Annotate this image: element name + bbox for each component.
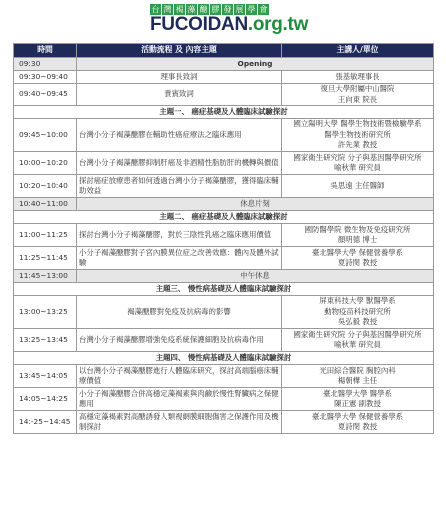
host-cell: 國家衛生研究院 分子與基因醫學研究所 喻秋華 研究員: [282, 329, 434, 352]
theme-row: [14, 352, 434, 365]
activity-cell: 台灣小分子褐藻醣膠抑制肝癌及非酒精性脂肪肝的機轉與價值: [77, 152, 282, 175]
activity-cell: 理事長致詞: [77, 71, 282, 84]
header-time: 時間: [14, 44, 77, 58]
break-row: [14, 198, 434, 211]
time-cell: 09:30: [14, 58, 77, 71]
time-cell: 13:00~13:25: [14, 296, 77, 329]
time-cell: 09:30~09:40: [14, 71, 77, 84]
time-cell: 14:-25~14:45: [14, 411, 77, 434]
time-cell: 09:45~10:00: [14, 119, 77, 152]
session-row: [14, 175, 434, 198]
session-row: [14, 247, 434, 270]
logo-char: 展: [235, 5, 244, 14]
activity-cell: 貴賓致詞: [77, 84, 282, 106]
activity-cell: 台灣小分子褐藻醣膠在輔助性癌症療法之臨床應用: [77, 119, 282, 152]
break-row: [14, 270, 434, 283]
session-row: [14, 224, 434, 247]
time-cell: 11:00~11:25: [14, 224, 77, 247]
fucoidan-logo: [150, 4, 309, 35]
activity-cell: 高穩定藻褐素對高醣誘發人類視網膜細胞傷害之保護作用及機制探討: [77, 411, 282, 434]
session-row: [14, 119, 434, 152]
theme-title: 主題三、 慢性病基礎及人體臨床試驗探討: [14, 283, 434, 296]
activity-cell: 褐藻醣膠對免疫及抗病毒的影響: [77, 296, 282, 329]
break-label: 休息片刻: [77, 198, 434, 211]
logo-char: 台: [151, 5, 160, 14]
session-row: [14, 71, 434, 84]
theme-row: [14, 106, 434, 119]
break-label: 中午休息: [77, 270, 434, 283]
break-label: Opening: [77, 58, 434, 71]
session-row: [14, 388, 434, 411]
activity-cell: 台灣小分子褐藻醣膠增強免疫系統保護細胞及抗病毒作用: [77, 329, 282, 352]
activity-cell: 小分子褐藻醣膠合併高穩定藻褐素與肉鹼於慢性腎臟病之保健應用: [77, 388, 282, 411]
activity-cell: 探討癌症放療患者如何透過台灣小分子褐藻醣膠，獲得臨床輔助效益: [77, 175, 282, 198]
logo-char: 膠: [211, 5, 220, 14]
time-cell: 14:05~14:25: [14, 388, 77, 411]
host-cell: 臺北醫學大學 保健營養學系 夏詩閔 教授: [282, 247, 434, 270]
header-host: 主講人/單位: [282, 44, 434, 58]
time-cell: 11:25~11:45: [14, 247, 77, 270]
session-row: [14, 84, 434, 106]
logo-char: 發: [223, 5, 232, 14]
session-row: [14, 365, 434, 388]
theme-row: [14, 283, 434, 296]
logo-char: 藻: [187, 5, 196, 14]
logo-char: 醣: [199, 5, 208, 14]
host-cell: 屏東科技大學 獸醫學系 動物疫苗科技研究所 吳弘毅 教授: [282, 296, 434, 329]
header-activity: 活動流程 及 內容主題: [77, 44, 282, 58]
host-cell: 臺北醫學大學 保健營養學系 夏詩閔 教授: [282, 411, 434, 434]
time-cell: 10:40~11:00: [14, 198, 77, 211]
logo-char: 褐: [175, 5, 184, 14]
host-cell: 國立陽明大學 醫學生物技術暨檢驗學系 醫學生物技術研究所 許先業 教授: [282, 119, 434, 152]
activity-cell: 小分子褐藻醣膠對子宮內膜異位症之改善效應：體內及體外試驗: [77, 247, 282, 270]
host-cell: 張基敏理事長: [282, 71, 434, 84]
session-row: [14, 296, 434, 329]
break-row: [14, 58, 434, 71]
session-row: [14, 152, 434, 175]
theme-title: 主題一、 癌症基礎及人體臨床試驗探討: [14, 106, 434, 119]
host-cell: 國家衛生研究院 分子與基因醫學研究所 喻秋華 研究員: [282, 152, 434, 175]
logo-char: 會: [259, 5, 268, 14]
host-cell: 臺北醫學大學 醫學系 陳正憲 副教授: [282, 388, 434, 411]
activity-cell: 探討台灣小分子褐藻醣膠，對於三陰性乳癌之臨床應用價值: [77, 224, 282, 247]
activity-cell: 以台灣小分子褐藻醣膠進行人體臨床研究，探討高端腦癌床輔療價值: [77, 365, 282, 388]
time-cell: 10:20~10:40: [14, 175, 77, 198]
session-row: [14, 329, 434, 352]
logo-char: 灣: [163, 5, 172, 14]
logo-english-title: FUCOIDAN.org.tw: [150, 14, 309, 35]
schedule-table: [13, 43, 434, 434]
host-cell: 吳思遠 主任醫師: [282, 175, 434, 198]
time-cell: 13:45~14:05: [14, 365, 77, 388]
time-cell: 11:45~13:00: [14, 270, 77, 283]
logo-char: 學: [247, 5, 256, 14]
time-cell: 10:00~10:20: [14, 152, 77, 175]
session-row: [14, 411, 434, 434]
time-cell: 09:40~09:45: [14, 84, 77, 106]
host-cell: 復旦大學附屬中山醫院 王向東 院長: [282, 84, 434, 106]
host-cell: 光田綜合醫院 胸腔內科 楊朝樺 主任: [282, 365, 434, 388]
host-cell: 國防醫學院 微生物及免疫研究所 顏明德 博士: [282, 224, 434, 247]
theme-title: 主題四、 慢性病基礎及人體臨床試驗探討: [14, 352, 434, 365]
theme-title: 主題二、 癌症基礎及人體臨床試驗探討: [14, 211, 434, 224]
table-header: [14, 44, 434, 58]
theme-row: [14, 211, 434, 224]
time-cell: 13:25~13:45: [14, 329, 77, 352]
